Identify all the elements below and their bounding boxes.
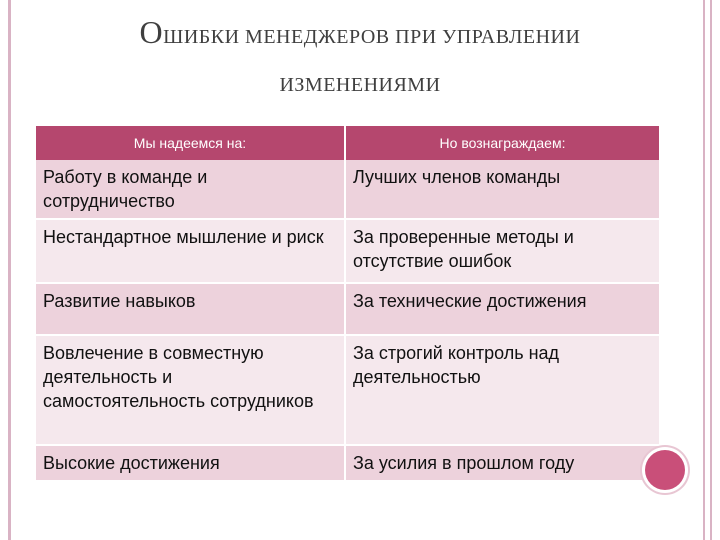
table-row [36,283,659,335]
slide-title [40,14,680,103]
table-cell-hope: Высокие достижения [36,445,345,481]
title-line-1-rest: ШИБКИ МЕНЕДЖЕРОВ ПРИ УПРАВЛЕНИИ [163,26,581,48]
title-line-2: ИЗМЕНЕНИЯМИ [279,74,441,96]
table-cell-hope: Развитие навыков [36,283,345,335]
right-border-decoration-inner [710,0,712,540]
title-initial: О [139,14,164,50]
table-cell-reward: За усилия в прошлом году [345,445,659,481]
left-border-decoration [8,0,11,540]
table-cell-reward: Лучших членов команды [345,160,659,219]
right-border-decoration [703,0,705,540]
table-row [36,219,659,283]
table-row [36,445,659,481]
title-line-1 [40,14,680,55]
table-header-row [36,126,659,160]
table-cell-reward: За технические достижения [345,283,659,335]
table-cell-hope: Работу в команде и сотрудничество [36,160,345,219]
table-row [36,160,659,219]
table-row [36,335,659,445]
column-header-hope: Мы надеемся на: [36,126,345,160]
comparison-table [36,126,659,482]
table-cell-hope: Вовлечение в совместную деятельность и самостоятельность сотрудников [36,335,345,445]
table-cell-reward: За проверенные методы и отсутствие ошибок [345,219,659,283]
column-header-reward: Но вознаграждаем: [345,126,659,160]
table-cell-reward: За строгий контроль над деятельностью [345,335,659,445]
table-cell-hope: Нестандартное мышление и риск [36,219,345,283]
decorative-circle [645,450,685,490]
